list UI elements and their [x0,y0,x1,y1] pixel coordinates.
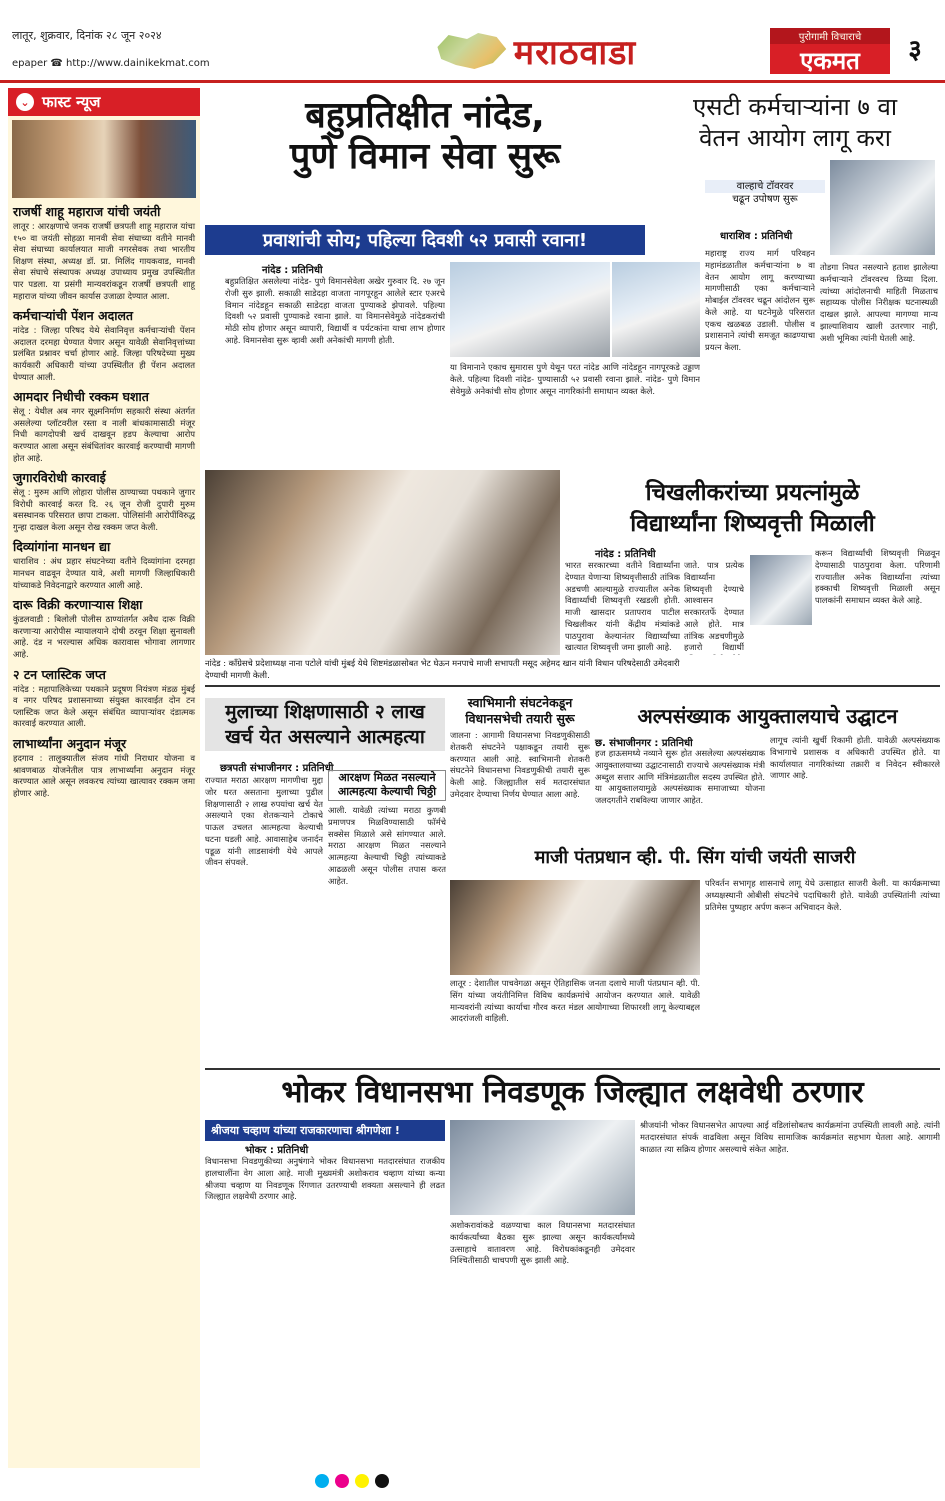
fast-news-item-text: हदगाव : तालुक्यातील संजय गांधी निराधार योजना व श्रावणबाळ योजनेतील पात्र लाभार्थ्यांना अनुदान मंजूर करण्यात आले असून लवकरच त्यांच्या खात्यावर रक्कम जमा होणार आहे. [13,753,195,798]
minority-headline: अल्पसंख्याक आयुक्तालयाचे उद्घाटन [637,704,898,728]
swabhimani-body: जालना : आगामी विधानसभा निवडणुकीसाठी शेतकरी संघटनेने पक्षाकडून तयारी सुरू करण्यात आली आहे. स्वाभिमानी शेतकरी संघटनेने विधानसभा निवडणुकीची तयारी सुरू केली आहे. जिल्ह्यातील सर्व मतदारसंघात उमेदवार देण्याचा निर्णय घेण्यात आला आहे. [450,730,590,799]
lead-subhead: प्रवाशांची सोय; पहिल्या दिवशी ५२ प्रवासी रवाना! [205,225,645,255]
fast-news-item-title: २ टन प्लास्टिक जप्त [13,666,106,682]
suicide-subhead-line1: आरक्षण मिळत नसल्याने [338,771,436,784]
fast-news-item-title: जुगारविरोधी कारवाई [13,470,106,486]
section-brand [410,28,660,74]
fast-news-item-title: दिव्यांगांना मानधन द्या [13,539,111,555]
st-headline [650,92,940,154]
chevron-down-icon: ⌄ [16,93,34,111]
bhokar-dateline: भोकर : प्रतिनिधी [245,1145,309,1156]
vpsingh-body: लातूर : देशातील पाचवेगळा असून ऐतिहासिक जनता दलाचे माजी पंतप्रधान व्ही. पी. सिंग यांच्या जयंतीनिमित्त विविध कार्यक्रमांचे आयोजन करण्यात आले. यावेळी मान्यवरांनी त्यांच्या कार्याचा गौरव करत मंडल आयोगाच्या शिफारशी लागू केल्याबद्दल आदरांजली वाहिली. [450,978,700,1024]
scholarship-body: भारत सरकारच्या वतीने विद्यार्थ्यांना देण्यात येणाऱ्या शिष्यवृत्तीसाठी तांत्रिक अडचणी आल्यामुळे राज्यातील अनेक विद्यार्थ्यांची शिष्यवृत्ती रखडली होती. माजी खासदार प्रतापराव पाटील चिखलीकर यांनी केंद्रीय मंत्र्यांकडे पाठपुरावा केल्यानंतर विद्यार्थ्यांच्या खात्यात शिष्यवृत्ती जमा झाली आहे. [565,560,680,653]
aircraft-photo-2 [612,262,700,357]
suicide-dateline: छत्रपती संभाजीनगर : प्रतिनिधी [220,763,334,774]
st-kicker [705,180,825,206]
st-body: महाराष्ट्र राज्य मार्ग परिवहन महामंडळातील कर्मचाऱ्यांना ७ वा वेतन आयोग लागू करण्याच्या मागणीसाठी एका कर्मचाऱ्याने मोबाईल टॉवरवर चढून आंदोलन सुरू केले आहे. या घटनेमुळे परिसरात एकच खळबळ उडाली. पोलीस व प्रशासनाने त्यांची समजूत काढण्याचा प्रयत्न केला. [705,248,815,353]
lead-headline-line2: पुणे विमान सेवा सुरू [289,136,561,178]
map-icon [434,31,508,71]
fast-news-column [8,88,200,1468]
slogan: पुरोगामी विचाराचे [770,28,890,44]
st-kicker-line1: वाल्हाचे टॉवरवर [705,180,825,193]
lead-headline-line1: बहुप्रतिक्षीत नांदेड, [305,95,545,136]
fast-news-item-title: लाभार्थ्यांना अनुदान मंजूर [13,736,127,751]
register-mark-black [375,1474,389,1488]
aircraft-photo [450,262,610,357]
st-headline-line1: एसटी कर्मचाऱ्यांना ७ वा [692,93,898,121]
register-mark-yellow [355,1474,369,1488]
scholarship-body-2: जाते. पात्र प्रत्येक विद्यार्थ्यांना शिष्यवृत्ती देण्याचे आश्वासन सरकारतर्फे देण्यात आले होते. मात्र तांत्रिक अडचणीमुळे हजारो विद्यार्थी [684,560,744,653]
lead-body-2: या विमानाने एकाच सुमारास पुणे येथून परत नांदेड आणि नांदेडहून नागपूरकडे उड्डाण केले. पहिल्या दिवशी नांदेड- पुण्यासाठी ५२ प्रवासी रवाना झाले. नांदेड- पुणे विमान सेवेमुळे अनेकांची सोय होणार असून नागरिकांनी समाधान व्यक्त केले. [450,362,700,396]
bhokar-headline: भोकर विधानसभा निवडणूक जिल्ह्यात लक्षवेधी ठरणार [281,1075,864,1110]
paper-name: एकमत [800,47,860,75]
bhokar-body: विधानसभा निवडणुकीच्या अनुषंगाने भोकर विधानसभा मतदारसंघात राजकीय हालचालींना वेग आला आहे. माजी मुख्यमंत्री अशोकराव चव्हाण यांच्या कन्या श्रीजया चव्हाण या निवडणूक रिंगणात उतरण्याची शक्यता असल्याने ही लढत जिल्ह्यात लक्षवेधी ठरणार आहे. [205,1156,445,1202]
scholarship-dateline: नांदेड : प्रतिनिधी [595,549,656,560]
candidates-photo [450,1120,635,1215]
st-kicker-line2: चढून उपोषण सुरू [732,194,798,205]
brand-name: मराठवाडा [513,33,637,73]
scholarship-headline [565,478,940,540]
fast-news-item-title: दारू विक्री करणाऱ्यास शिक्षा [13,597,143,613]
fast-news-item-text: नांदेड : जिल्हा परिषद येथे सेवानिवृत्त कर्मचाऱ्यांची पेंशन अदालत दरमहा घेण्यात येणार असून यावेळी सेवानिवृत्तांच्या प्रलंबित प्रश्नावर चर्चा होणार आहे. जिल्हा परिषदेच्या मुख्य कार्यकारी अधिकारी यांच्या उपस्थितीत ही पेंशन अदालत घेण्यात आली. [13,325,195,382]
vpsingh-headline: माजी पंतप्रधान व्ही. पी. सिंग यांची जयंती साजरी [534,847,856,868]
fast-news-item-text: लातूर : आरक्षणाचे जनक राजर्षी छत्रपती शाहू महाराज यांचा १५० वा जयंती सोहळा मानवी सेवा संघाच्या वतीने मानवी सेवा संघाच्या कार्यालयात माजी नगरसेवक तथा भारतीय शिक्षण संस्था, अध्यक्ष डॉ. प्रा. मिलिंद गायकवाड, मानवी सेवा संघाचे संस्थापक अध्यक्ष उपाध्याय प्रमुख उपस्थितीत पार पडला. या प्रसंगी मान्यवरांकडून राजर्षी छत्रपती शाहू महाराज यांच्या जीवन कार्यास उजाळा देण्यात आला. [13,221,195,301]
page-number: ३ [908,35,922,65]
fast-news-item-title: कर्मचाऱ्यांची पेंशन अदालत [13,308,134,324]
suicide-headline-line2: खर्च येत असल्याने आत्महत्या [225,725,425,748]
swabhimani-headline [450,695,590,728]
lead-dateline: नांदेड : प्रतिनिधी [262,265,323,276]
st-body-2: तोडगा निघत नसल्याने हताश झालेल्या कर्मचाऱ्याने टॉवरवरच ठिय्या दिला. त्यांच्या आंदोलनाची माहिती मिळताच सहाय्यक पोलीस निरीक्षक घटनास्थळी दाखल झाले. आपल्या मागण्या मान्य झाल्याशिवाय खाली उतरणार नाही, अशी भूमिका त्यांनी घेतली आहे. [820,262,938,343]
scholarship-headline-line2: विद्यार्थ्यांना शिष्यवृत्ती मिळाली [630,511,875,538]
suicide-body: राज्यात मराठा आरक्षण मागणीचा मुद्दा जोर धरत असताना मुलाच्या पुढील शिक्षणासाठी २ लाख रुपयांचा खर्च येत असल्याने एका शेतकऱ्याने टोकाचे पाऊल उचलत आत्महत्या केल्याची घटना घडली आहे. आवासाहेब जनार्दन पडूळ यांनी लाडसावंगी येथे आपले जीवन संपवले. [205,775,323,868]
st-dateline: धाराशिव : प्रतिनिधी [720,231,793,242]
suicide-headline [205,698,445,751]
register-mark-cyan [315,1474,329,1488]
bhokar-body-3: श्रीजयांनी भोकर विधानसभेत आपल्या आई वडिलांसोबतच कार्यक्रमांना उपस्थिती लावली आहे. त्यांनी मतदारसंघात संपर्क वाढविला असून विविध सामाजिक कार्यक्रमांत सहभाग घेतला आहे. आगामी काळात त्या सक्रिय होणार असल्याचे संकेत आहेत. [640,1120,940,1154]
bhokar-body-2: अशोकरावांकडे वळण्याचा काल विधानसभा मतदारसंघात कार्यकर्त्यांच्या बैठका सुरू झाल्या असून कार्यकर्त्यांमध्ये उत्साहाचे वातावरण आहे. विरोधकांकडूनही उमेदवार निश्चितीसाठी चाचपणी सुरू झाली आहे. [450,1220,635,1266]
scholarship-body-3: करून विद्यार्थ्यांची शिष्यवृत्ती मिळवून देण्यासाठी पाठपुरावा केला. परिणामी राज्यातील अनेक विद्यार्थ्यांना त्यांच्या हक्काची शिष्यवृत्ती मिळाली असून पालकांनी समाधान व्यक्त केले आहे. [815,548,940,606]
section-rule-2 [205,1068,940,1070]
suicide-subhead [328,770,446,801]
fast-news-heading [8,88,200,116]
photo-caption: नांदेड : काँग्रेसचे प्रदेशाध्यक्ष नाना पटोले यांची मुंबई येथे शिष्टमंडळासोबत भेट घेऊन मनपाचे माजी सभापती मसूद अहेमद खान यांनी विधान परिषदेसाठी उमेदवारी देण्याची मागणी केली. [205,658,680,680]
fast-news-item-text: धाराशिव : अंध प्रहार संघटनेच्या वतीने दिव्यांगांना दरमहा मानधन वाढवून देण्यात यावे, अशी मागणी जिल्हाधिकारी यांच्याकडे निवेदनाद्वारे करण्यात आली आहे. [13,556,195,590]
fast-news-item-text: नांदेड : महापालिकेच्या पथकाने प्रदूषण नियंत्रण मंडळ मुंबई व नगर परिषद प्रशासनाच्या संयुक्त कारवाईत दोन टन प्लास्टिक जप्त केले असून संबंधित व्यापाऱ्यांवर दंडात्मक कारवाई करण्यात आली. [13,683,195,729]
lead-body: बहुप्रतिक्षित असलेल्या नांदेड- पुणे विमानसेवेला अखेर गुरुवार दि. २७ जून रोजी सुरु झाली. सकाळी साडेदहा वाजता नागपूरहून आलेले स्टार एअरचे विमान नांदेडहून सकाळी साडेदहा वाजता पुण्याकडे झेपावले. पहिल्या दिवशी ५२ प्रवासी पुण्याकडे रवाना झाले. या विमानसेवेमुळे नांदेडकरांची मोठी सोय होणार असून व्यापारी, विद्यार्थी व पर्यटकांना याचा लाभ होणार आहे. विमानसेवा सुरू व्हावी अशी अनेकांची मागणी होती. [225,276,445,345]
fast-news-title: फास्ट न्यूज [42,93,101,111]
register-mark-magenta [335,1474,349,1488]
jayanti-photo [450,880,700,975]
fast-news-item-text: सेलू : येथील अब नगर सूक्ष्मनिर्माण सहकारी संस्था अंतर्गत असलेल्या प्लॉटवरील रस्ता व नाली बांधकामासाठी मंजूर निधी कागदोपत्री खर्च दाखवून हडप केल्याचा आरोप करण्यात आला असून संबंधितांवर कारवाई करण्याची मागणी होत आहे. [13,406,195,463]
fast-news-list [8,204,200,799]
minority-body-2: लागूच त्यांनी खुर्ची रिकामी होती. यावेळी अल्पसंख्याक विभागाचे प्रशासक व अधिकारी उपस्थित होते. या कार्यालयात नागरिकांच्या तक्रारी व निवेदन स्वीकारले जाणार आहे. [770,735,940,781]
fast-news-item-text: सेलू : मुरुम आणि लोहारा पोलीस ठाण्याच्या पथकाने जुगार विरोधी कारवाई करत दि. २६ जून रोजी दुपारी मुरुम बसस्थानक परिसरात छापा टाकला. पोलिसांनी आरोपींविरुद्ध गुन्हा दाखल केला असून रोख रक्कम जप्त केली. [13,487,195,532]
suicide-body-2: आली. यावेळी त्यांच्या मराठा कुणबी प्रमाणपत्र मिळविण्यासाठी फॉर्मचे सक्सेस मिळाले असे सांगण्यात आले. मराठा आरक्षण मिळत नसल्याने आत्महत्या केल्याची चिठ्ठी त्यांच्याकडे आढळली असून पोलीस तपास करत आहेत. [328,805,446,886]
protester-photo [830,160,935,255]
minority-dateline: छ. संभाजीनगर : प्रतिनिधी [595,738,693,749]
politician-photo [750,555,812,625]
epaper-link[interactable]: epaper ☎ http://www.dainikekmat.com [12,58,210,69]
scholarship-headline-line1: चिखलीकरांच्या प्रयत्नांमुळे [645,480,860,506]
suicide-headline-line1: मुलाच्या शिक्षणासाठी २ लाख [225,701,425,723]
vpsingh-body-2: परिवर्तन सभागृह शासनाचे लागू येथे उत्साहात साजरी केली. या कार्यक्रमाच्या अध्यक्षस्थानी ओबीसी संघटनेचे पदाधिकारी होते. यावेळी उपस्थितांनी त्यांच्या प्रतिमेस पुष्पहार अर्पण करून अभिवादन केले. [705,878,940,912]
minority-body: हज हाऊसमध्ये नव्याने सुरू होत असलेल्या अल्पसंख्याक आयुक्तालयाच्या उद्घाटनासाठी राज्याचे अल्पसंख्याक मंत्री अब्दुल सत्तार आणि मंत्रिमंडळातील सदस्य उपस्थित होते. या आयुक्तालयामुळे अल्पसंख्याक समाजाच्या योजना जलदगतीने राबविल्या जाणार आहेत. [595,748,765,806]
st-headline-line2: वेतन आयोग लागू करा [699,124,891,153]
dateline: लातूर, शुक्रवार, दिनांक २८ जून २०२४ [12,29,162,42]
paper-logo [770,28,890,74]
swabhimani-headline-line2: विधानसभेची तयारी सुरू [465,711,575,727]
header-rule [0,80,945,83]
suicide-subhead-line2: आत्महत्या केल्याची चिठ्ठी [337,785,437,799]
lead-headline [205,95,645,178]
section-rule [205,685,940,687]
fast-news-item-text: कुंडलवाडी : बिलोली पोलीस ठाण्यांतर्गत अवैध दारू विक्री करणाऱ्या आरोपीस न्यायालयाने दोषी ठरवून शिक्षा सुनावली आहे. दंड न भरल्यास अधिक कारावास भोगावा लागणार आहे. [13,614,195,660]
swabhimani-headline-line1: स्वाभिमानी संघटनेकडून [467,695,573,710]
event-photo [12,120,196,198]
bhokar-kicker: श्रीजया चव्हाण यांच्या राजकारणाचा श्रीगणेशा ! [205,1120,445,1141]
meeting-photo [205,470,560,655]
fast-news-item-title: आमदार निधीची रक्कम घशात [13,389,149,405]
fast-news-item-title: राजर्षी शाहू महाराज यांची जयंती [13,204,161,219]
